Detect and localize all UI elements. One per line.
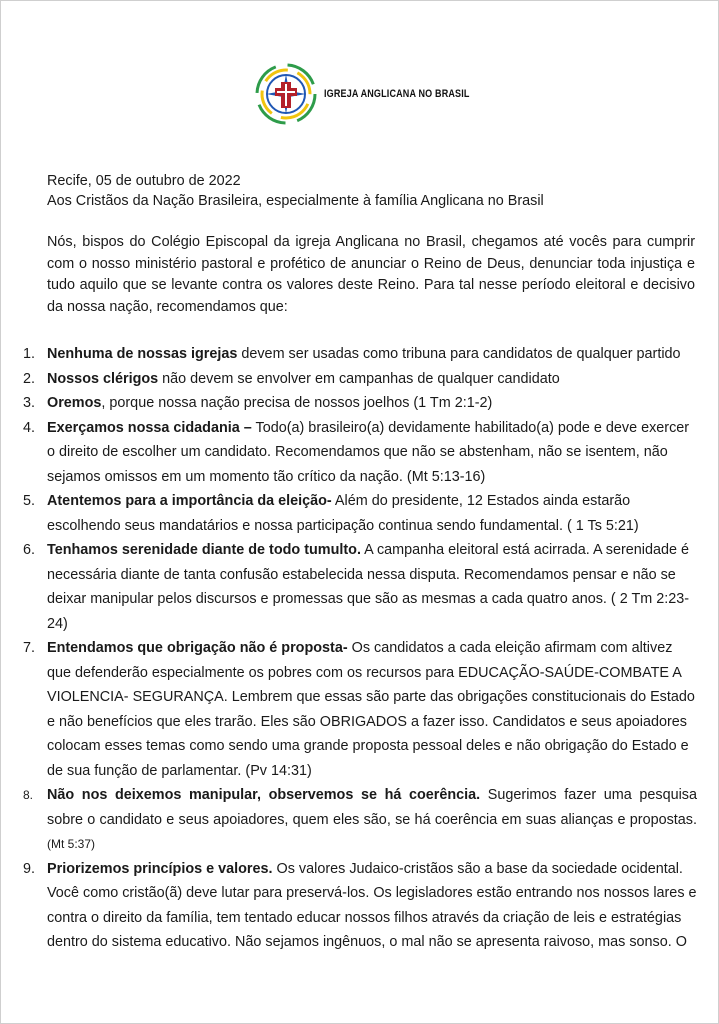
- item-number: 4.: [23, 419, 36, 436]
- organization-name: IGREJA ANGLICANA NO BRASIL: [324, 88, 470, 100]
- list-item: [1, 342, 697, 367]
- anglican-compass-rose-icon: [254, 62, 318, 126]
- list-item: [1, 391, 697, 416]
- list-item: [1, 367, 697, 392]
- item-heading: Atentemos para a importância da eleição-: [47, 493, 332, 509]
- item-number: 2.: [23, 370, 36, 387]
- item-number: 1.: [23, 346, 36, 362]
- list-item: [1, 783, 697, 857]
- item-text: Os valores Judaico-cristãos são a base da sociedade ocidental. Você como cristão(ã) deve lutar para preservá-los. Os legisladores estão entrando nos nossos lares e contra o direito da família, tem tentado educar nossos filhos através da criação de leis e estratégias dentro do sistema educativo. Não sejamos ingênuos, o mal não se apresenta raivoso, mas sonso. O: [47, 860, 697, 950]
- list-item: [1, 416, 697, 490]
- item-text: não devem se envolver em campanhas de qualquer candidato: [158, 370, 560, 387]
- item-heading: Entendamos que obrigação não é proposta-: [47, 640, 348, 656]
- item-heading: Oremos: [47, 395, 102, 411]
- list-item: [1, 538, 697, 636]
- item-heading: Não nos deixemos manipular, observemos se há coerência.: [47, 787, 481, 803]
- item-text: Sugerimos fazer uma pesquisa sobre o candidato e seus apoiadores, quem eles são, se há coerência em suas alianças e propostas.: [47, 787, 697, 828]
- item-heading: Nenhuma de nossas igrejas: [47, 346, 238, 362]
- recommendations-list: [1, 342, 719, 955]
- list-item: [1, 489, 697, 538]
- item-number: 3.: [23, 395, 36, 411]
- list-item: [1, 857, 697, 955]
- addressee-line: Aos Cristãos da Nação Brasileira, especialmente à família Anglicana no Brasil: [47, 193, 544, 209]
- item-number: 5.: [23, 493, 36, 509]
- item-text: devem ser usadas como tribuna para candidatos de qualquer partido: [237, 346, 681, 362]
- list-item: [1, 636, 697, 783]
- item-heading: Tenhamos serenidade diante de todo tumulto.: [47, 542, 361, 558]
- item-heading: Priorizemos princípios e valores.: [47, 860, 273, 877]
- item-text: Todo(a) brasileiro(a) devidamente habilitado(a) pode e deve exercer o direito de escolher um candidato. Recomendamos que não se abstenham, não se isentem, não sejamos omissos em um momento tão crítico da nação. (Mt 5:13-16): [47, 419, 690, 485]
- bible-reference: (Mt 5:37): [47, 837, 96, 851]
- church-logo: [254, 63, 484, 125]
- item-heading: Nossos clérigos: [47, 370, 159, 387]
- item-number: 6.: [23, 542, 36, 558]
- date-line: Recife, 05 de outubro de 2022: [47, 173, 241, 189]
- item-number: 7.: [23, 640, 36, 656]
- item-text: Além do presidente, 12 Estados ainda estarão escolhendo seus mandatários e nossa participação continua sendo fundamental. ( 1 Ts 5:21): [47, 493, 639, 534]
- letter-header: [47, 171, 544, 211]
- item-number: 9.: [23, 860, 36, 877]
- intro-paragraph: Nós, bispos do Colégio Episcopal da igreja Anglicana no Brasil, chegamos até vocês para cumprir com o nosso ministério pastoral e profético de anunciar o Reino de Deus, denunciar toda injustiça e tudo aquilo que se levante contra os valores deste Reino. Para tal nesse período eleitoral e decisivo da nossa nação, recomendamos que:: [47, 234, 695, 315]
- item-number: 8.: [23, 788, 34, 802]
- item-heading: Exerçamos nossa cidadania –: [47, 419, 252, 436]
- item-text: Os candidatos a cada eleição afirmam com altivez que defenderão especialmente os pobres com os recursos para EDUCAÇÃO-SAÚDE-COMBATE A VIOLENCIA- SEGURANÇA. Lembrem que essas são parte das obrigações constitucionais do Estado e não benefícios que eles trarão. Eles são OBRIGADOS a fazer isso. Candidatos e seus apoiadores colocam esses temas como sendo uma grande proposta pessoal deles e não obrigação do Estado e de sua função de parlamentar. (Pv 14:31): [47, 640, 695, 779]
- item-text: , porque nossa nação precisa de nossos joelhos (1 Tm 2:1-2): [101, 395, 493, 411]
- item-text: A campanha eleitoral está acirrada. A serenidade é necessária diante de tanta confusão estabelecida nessa disputa. Recomendamos pensar e não se deixar manipular pelos discursos e promessas que são as mesmas a cada quatro anos. ( 2 Tm 2:23-24): [47, 542, 690, 632]
